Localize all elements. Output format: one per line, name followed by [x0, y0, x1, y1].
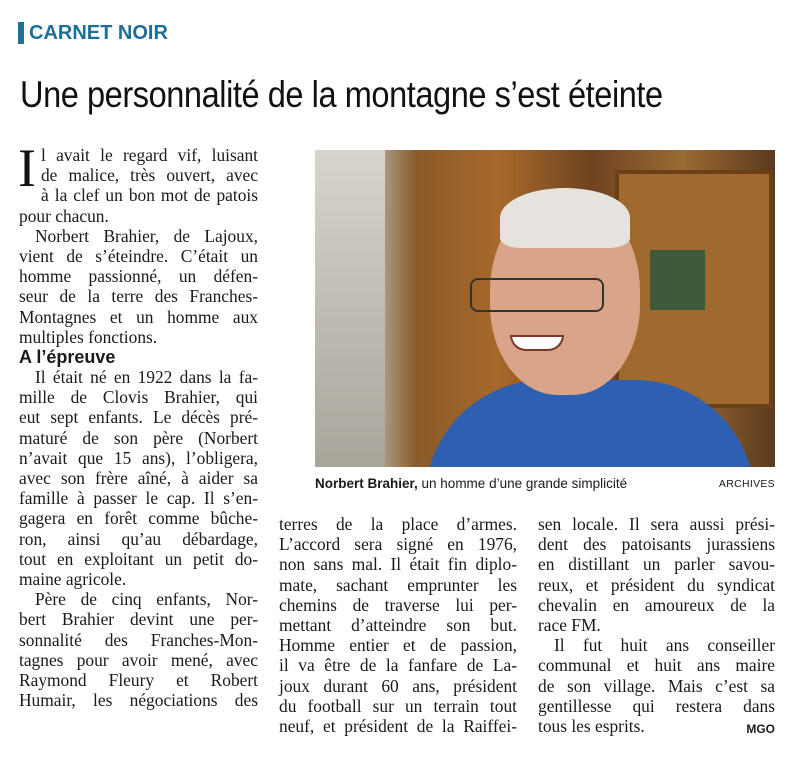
- body-line: maturé de son père (Norbert: [19, 427, 258, 448]
- caption-name: Norbert Brahier,: [315, 476, 418, 491]
- body-line: seur de la terre des Franches-: [19, 286, 258, 307]
- body-line: ron, ainsi qu’au débardage,: [19, 528, 258, 549]
- body-line: chemins de traverse lui per-: [279, 594, 517, 615]
- body-line: famille à passer le cap. Il s’en-: [19, 488, 258, 509]
- section-rubric: [18, 18, 168, 48]
- body-line: Homme entier et de passion,: [279, 635, 517, 656]
- photo-credit: ARCHIVES: [718, 478, 775, 490]
- body-line: Norbert Brahier, de Lajoux,: [35, 225, 258, 246]
- rubric-marker: [18, 22, 24, 44]
- photo-caption: [315, 474, 775, 494]
- body-line: Raymond Fleury et Robert: [19, 670, 258, 691]
- body-line: [538, 716, 775, 736]
- body-line: sen locale. Il sera aussi prési-: [538, 514, 775, 534]
- body-line: communal et huit ans maire: [538, 655, 775, 676]
- body-line: homme passionné, un défen-: [19, 266, 258, 287]
- body-line: mettant d’atteindre son but.: [279, 615, 517, 636]
- body-line: avec son frère aîné, à aider sa: [19, 468, 258, 489]
- body-line: tout en exploitant un petit do-: [19, 548, 258, 569]
- body-line: Père de cinq enfants, Nor-: [35, 589, 258, 610]
- body-line: reux, et président du syndicat: [538, 574, 775, 595]
- photo-white-hair: [500, 188, 630, 248]
- subheading: A l’épreuve: [19, 347, 116, 368]
- body-line: sonnalité des Franches-Mon-: [19, 629, 258, 650]
- intro-line: à la clef un bon mot de patois: [40, 185, 258, 206]
- photo-wall: [315, 150, 385, 467]
- body-line: de son village. Mais c’est sa: [538, 675, 775, 696]
- photo-frame-on-wall: [650, 250, 705, 310]
- body-line: gentillesse qui restera dans: [538, 695, 775, 716]
- article-headline: Une personnalité de la montagne s’est éteinte: [20, 74, 663, 115]
- body-line: Humair, les négociations des: [19, 690, 258, 711]
- article-column-1: [18, 138, 258, 711]
- body-line: bert Brahier devint une per-: [19, 609, 258, 630]
- body-line: du football sur un terrain tout: [279, 695, 517, 716]
- rubric-label: CARNET NOIR: [29, 21, 168, 44]
- body-line: non sans mal. Il était fin diplo-: [279, 554, 517, 575]
- body-line: mate, sachant emprunter les: [279, 574, 517, 595]
- article-column-2: [279, 514, 517, 736]
- body-line: L’accord sera signé en 1976,: [279, 534, 517, 555]
- body-line: en distillant un parler savou-: [538, 554, 775, 575]
- article-column-3: [538, 514, 775, 739]
- photo-glasses: [470, 278, 604, 312]
- closing-line: tous les esprits.: [538, 716, 645, 737]
- intro-line: l avait le regard vif, luisant: [40, 145, 258, 165]
- body-line: neuf, et président de la Raiffei-: [279, 716, 517, 737]
- body-line: Il fut huit ans conseiller: [554, 635, 775, 656]
- body-line: race FM.: [538, 615, 601, 636]
- caption-text: un homme d’une grande simplicité: [417, 476, 628, 491]
- body-line: n’avait que 15 ans), l’obligera,: [19, 447, 258, 468]
- body-line: mille de Clovis Brahier, qui: [19, 387, 258, 408]
- body-line: tagnes pour avoir mené, avec: [19, 649, 258, 670]
- author-signature: MGO: [746, 722, 775, 737]
- body-line: Montagnes et un homme aux: [19, 306, 258, 327]
- body-line: maine agricole.: [19, 569, 127, 590]
- body-line: il va être de la fanfare de La-: [279, 655, 517, 676]
- body-line: chevalin en amoureux de la: [538, 594, 775, 615]
- body-line: Il était né en 1922 dans la fa-: [35, 367, 258, 388]
- body-line: gagera en forêt comme bûche-: [19, 508, 258, 529]
- body-line: vient de s’éteindre. C’était un: [19, 246, 258, 267]
- portrait-photo: [315, 150, 775, 467]
- intro-line: de malice, très ouvert, avec: [40, 165, 258, 186]
- drop-cap: I: [18, 138, 36, 198]
- body-line: terres de la place d’armes.: [279, 514, 517, 534]
- photo-smile: [510, 335, 564, 351]
- body-line: multiples fonctions.: [19, 326, 158, 347]
- intro-line: pour chacun.: [19, 205, 109, 226]
- body-line: dent des patoisants jurassiens: [538, 534, 775, 555]
- body-line: joux durant 60 ans, président: [279, 675, 517, 696]
- body-line: eut sept enfants. Le décès pré-: [19, 407, 258, 428]
